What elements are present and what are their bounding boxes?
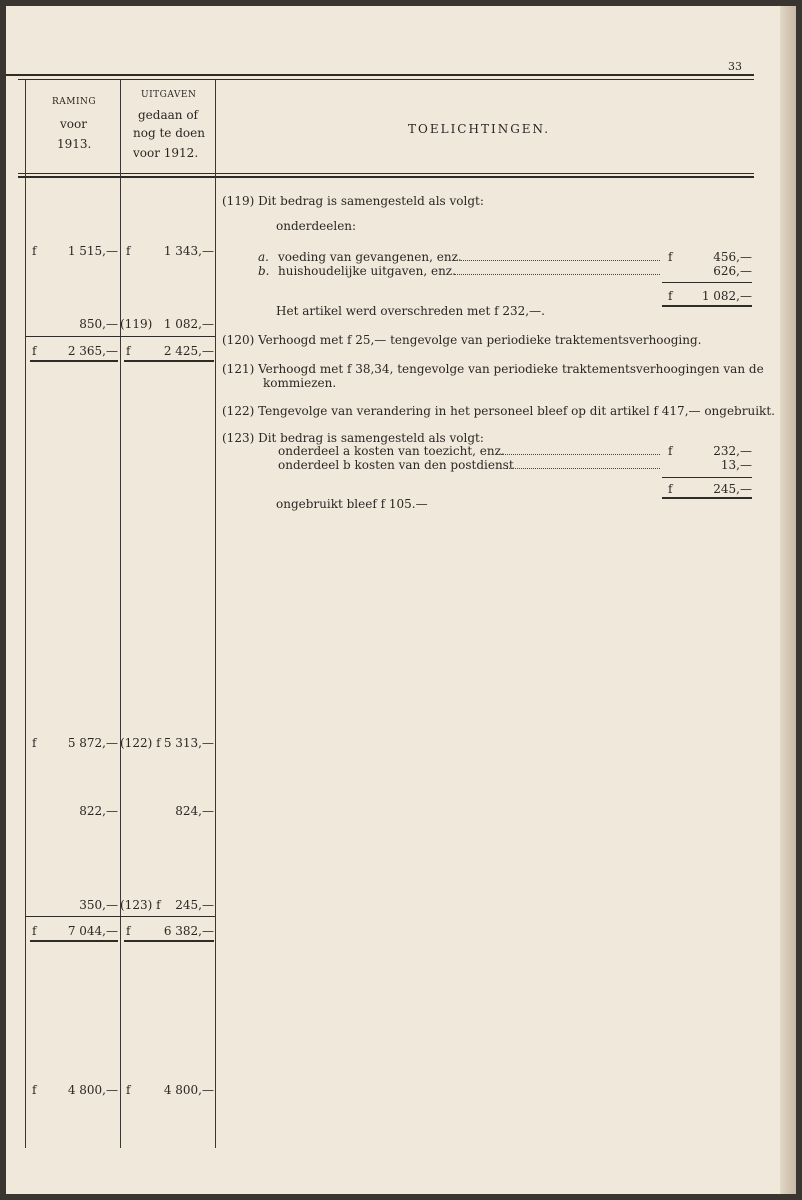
ledger-page (6, 6, 780, 1194)
raming-currency: f (32, 736, 37, 750)
uitgaven-total: 2 425,— (163, 344, 214, 358)
column-line-uitgaven (215, 80, 216, 1148)
raming-value: 1 515,— (67, 244, 118, 258)
page-edge (780, 6, 796, 1194)
header-bottom-rule (18, 173, 754, 174)
leader-dots (496, 454, 660, 455)
raming-value: 350,— (79, 898, 118, 912)
uitgaven-ref: (123) f (120, 898, 161, 912)
page-number: 33 (728, 60, 742, 73)
note-122: (122) Tengevolge van verandering in het personeel bleef op dit artikel f 417,— ongebruikt. (222, 404, 775, 418)
note-119-total-currency: f (668, 289, 673, 303)
raming-currency: f (32, 344, 37, 358)
raming-total: 7 044,— (67, 924, 118, 938)
uitgaven-value: 4 800,— (163, 1083, 214, 1097)
subtotal-rule (25, 336, 215, 337)
note-119-sum-rule (662, 282, 752, 283)
note-119-item-currency: f (668, 250, 673, 264)
note-123-sum-rule (662, 477, 752, 478)
header-bottom-rule-thick (18, 176, 754, 178)
column-line-left (25, 80, 26, 1148)
uitgaven-currency: f (126, 244, 131, 258)
note-121-line2: kommiezen. (263, 376, 337, 390)
note-119-intro: (119) Dit bedrag is samengesteld als volgt: (222, 194, 484, 208)
header-top-rule-thin (18, 79, 754, 80)
note-119-item-label: a. (258, 250, 269, 264)
note-119-item-amount: 456,— (713, 250, 752, 264)
total-rule-raming (30, 360, 118, 362)
note-123-remark: ongebruikt bleef f 105.— (276, 497, 428, 511)
uitgaven-value: 824,— (175, 804, 214, 818)
uitgaven-currency: f (126, 344, 131, 358)
total-rule-uitgaven (124, 940, 214, 942)
header-voor: voor (60, 117, 87, 131)
uitgaven-value: 1 082,— (163, 317, 214, 331)
note-119-sub: onderdeelen: (276, 219, 357, 233)
header-gedaan-of: gedaan of (138, 108, 198, 122)
note-123-item-amount: 232,— (713, 444, 752, 458)
uitgaven-value: 245,— (175, 898, 214, 912)
note-119-remark: Het artikel werd overschreden met f 232,—. (276, 304, 545, 318)
note-120: (120) Verhoogd met f 25,— tengevolge van periodieke traktementsverhooging. (222, 333, 702, 347)
note-119-total: 1 082,— (701, 289, 752, 303)
total-rule-uitgaven (124, 360, 214, 362)
note-121-line1: (121) Verhoogd met f 38,34, tengevolge van periodieke traktementsverhoogingen van de (222, 362, 764, 376)
header-raming: RAMING (52, 97, 97, 107)
note-119-item-text: voeding van gevangenen, enz. (278, 250, 462, 264)
column-line-raming (120, 80, 121, 1148)
note-123-total-currency: f (668, 482, 673, 496)
total-rule-raming (30, 940, 118, 942)
uitgaven-ref: (119) (120, 317, 153, 331)
header-uitgaven: UITGAVEN (141, 90, 197, 100)
note-123-item-currency: f (668, 444, 673, 458)
uitgaven-value: 5 313,— (163, 736, 214, 750)
uitgaven-currency: f (126, 924, 131, 938)
note-119-item-label: b. (258, 264, 270, 278)
leader-dots (454, 260, 660, 261)
raming-value: 5 872,— (67, 736, 118, 750)
uitgaven-currency: f (126, 1083, 131, 1097)
note-123-total: 245,— (713, 482, 752, 496)
header-voor-1912: voor 1912. (133, 146, 199, 160)
note-123-intro: (123) Dit bedrag is samengesteld als volgt: (222, 431, 484, 445)
header-top-rule (6, 74, 754, 76)
raming-currency: f (32, 244, 37, 258)
uitgaven-value: 1 343,— (163, 244, 214, 258)
uitgaven-ref: (122) f (120, 736, 161, 750)
note-119-item-text: huishoudelijke uitgaven, enz. (278, 264, 456, 278)
header-year-1913: 1913. (57, 137, 92, 151)
note-123-item-amount: 13,— (720, 458, 752, 472)
uitgaven-total: 6 382,— (163, 924, 214, 938)
note-123-item-text: onderdeel a kosten van toezicht, enz. (278, 444, 505, 458)
raming-value: 4 800,— (67, 1083, 118, 1097)
raming-value: 850,— (79, 317, 118, 331)
raming-total: 2 365,— (67, 344, 118, 358)
raming-currency: f (32, 1083, 37, 1097)
raming-currency: f (32, 924, 37, 938)
subtotal-rule (25, 916, 215, 917)
header-toelichtingen: TOELICHTINGEN. (408, 122, 551, 136)
note-123-item-text: onderdeel b kosten van den postdienst (278, 458, 514, 472)
note-119-item-amount: 626,— (713, 264, 752, 278)
raming-value: 822,— (79, 804, 118, 818)
header-nog-te-doen: nog te doen (133, 126, 205, 140)
leader-dots (506, 468, 660, 469)
note-123-total-rule (662, 497, 752, 499)
note-119-total-rule (662, 305, 752, 307)
leader-dots (454, 274, 660, 275)
